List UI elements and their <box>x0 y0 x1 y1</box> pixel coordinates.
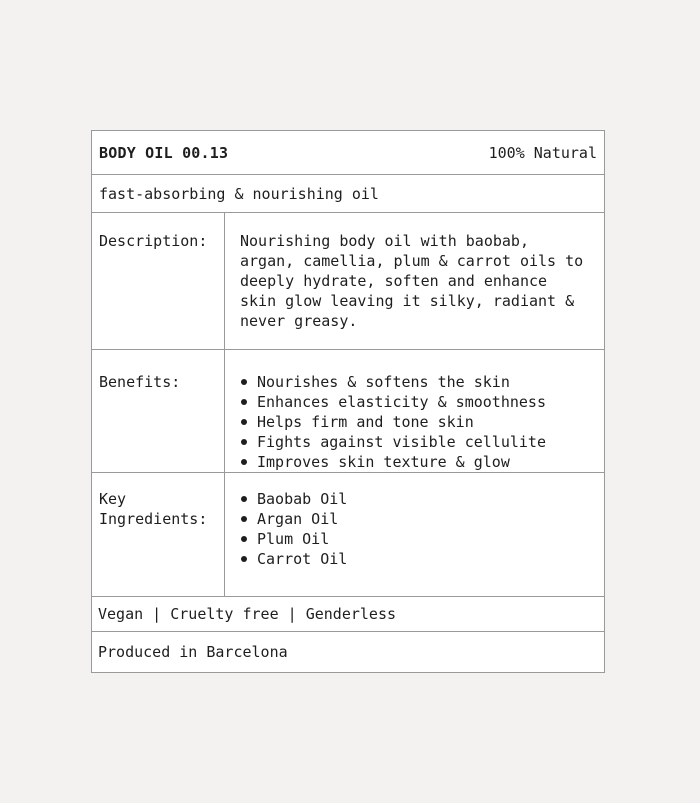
description-text: Nourishing body oil with baobab, argan, camellia, plum & carrot oils to deeply hydrate, soften and enhance skin glow leaving it silky, radiant & never greasy. <box>240 232 584 330</box>
list-item <box>240 432 590 452</box>
benefit-text: Improves skin texture & glow <box>257 453 510 471</box>
benefits-section <box>92 350 604 473</box>
list-item <box>240 412 590 432</box>
product-tags: Vegan | Cruelty free | Genderless <box>92 597 604 632</box>
bullet-icon <box>241 516 247 522</box>
product-subtitle: fast-absorbing & nourishing oil <box>92 175 604 213</box>
list-item <box>240 392 590 412</box>
bullet-icon <box>241 496 247 502</box>
bullet-icon <box>241 556 247 562</box>
list-item <box>240 549 590 569</box>
ingredient-text: Plum Oil <box>257 530 330 548</box>
ingredients-section <box>92 473 604 597</box>
bullet-icon <box>241 439 247 445</box>
bullet-icon <box>241 459 247 465</box>
natural-badge: 100% Natural <box>488 143 597 162</box>
list-item <box>240 372 590 392</box>
bullet-icon <box>241 379 247 385</box>
list-item <box>240 509 590 529</box>
benefits-list <box>240 372 590 472</box>
bullet-icon <box>241 399 247 405</box>
benefit-text: Enhances elasticity & smoothness <box>257 393 546 411</box>
benefit-text: Helps firm and tone skin <box>257 413 474 431</box>
description-section <box>92 213 604 350</box>
ingredient-text: Argan Oil <box>257 510 339 528</box>
list-item <box>240 529 590 549</box>
bullet-icon <box>241 419 247 425</box>
product-title: BODY OIL 00.13 <box>99 143 229 162</box>
product-origin: Produced in Barcelona <box>98 643 288 661</box>
benefits-label: Benefits: <box>92 350 225 472</box>
benefit-text: Fights against visible cellulite <box>257 433 546 451</box>
product-label <box>91 130 605 673</box>
label-header <box>92 131 604 175</box>
bullet-icon <box>241 536 247 542</box>
ingredients-list <box>240 489 590 569</box>
ingredients-label: Key Ingredients: <box>92 473 225 596</box>
ingredient-text: Baobab Oil <box>257 490 348 508</box>
list-item <box>240 489 590 509</box>
list-item <box>240 452 590 472</box>
ingredient-text: Carrot Oil <box>257 550 348 568</box>
benefit-text: Nourishes & softens the skin <box>257 373 510 391</box>
description-label: Description: <box>92 213 225 349</box>
